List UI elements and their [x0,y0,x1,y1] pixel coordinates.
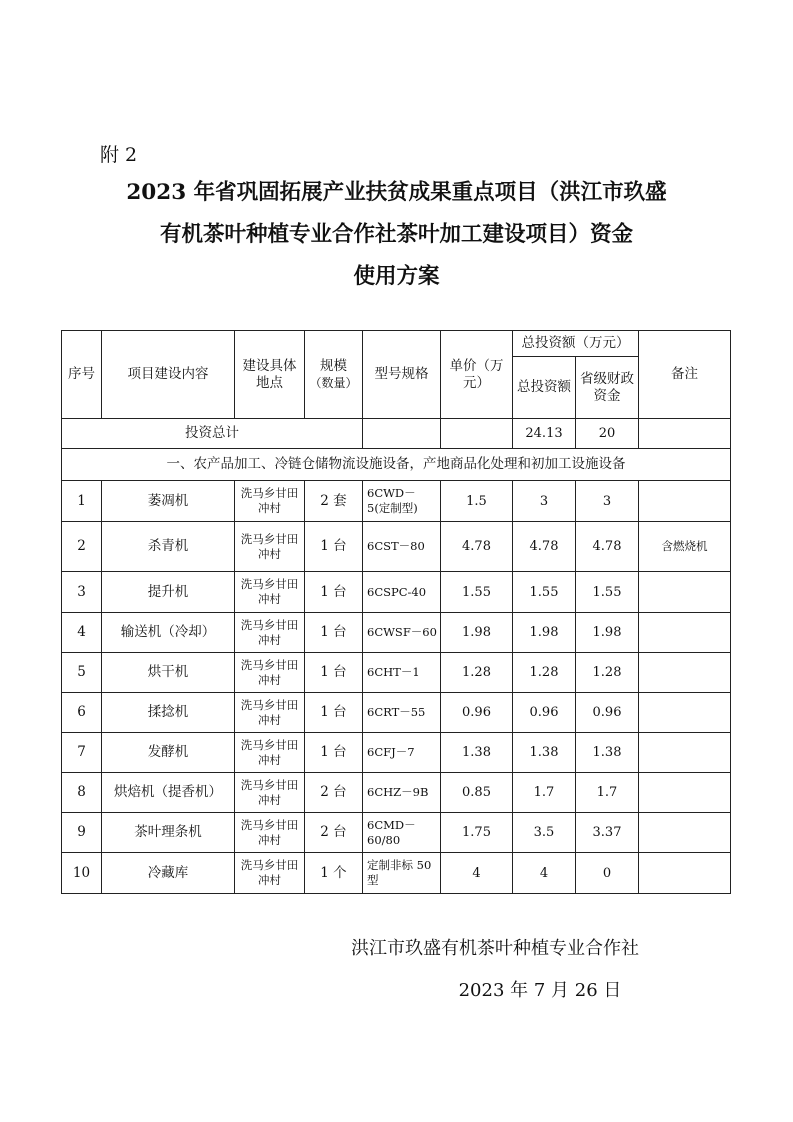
row-scale: 1 台 [305,733,363,773]
row-provincial: 3.37 [576,813,639,853]
header-model: 型号规格 [363,331,441,419]
signature-block [300,928,690,1012]
signature-date: 2023 年 7 月 26 日 [458,980,622,1001]
row-location: 洗马乡甘田冲村 [235,481,305,522]
row-provincial: 1.38 [576,733,639,773]
row-price: 4.78 [441,522,513,572]
signature-organization: 洪江市玖盛有机茶叶种植专业合作社 [351,938,639,959]
row-price: 0.85 [441,773,513,813]
row-remark [639,481,731,522]
row-scale: 2 套 [305,481,363,522]
table-row [62,853,731,894]
row-model: 6CMD－60/80 [363,813,441,853]
table-row [62,481,731,522]
row-total: 3.5 [513,813,576,853]
header-row-1 [62,331,731,357]
row-model: 6CFJ－7 [363,733,441,773]
row-model: 6CWD－5(定制型) [363,481,441,522]
row-remark [639,733,731,773]
header-seq: 序号 [62,331,102,419]
attachment-label: 附 2 [100,144,138,166]
summary-total: 24.13 [513,419,576,449]
row-seq: 4 [62,613,102,653]
row-model: 6CHT－1 [363,653,441,693]
row-remark [639,693,731,733]
header-location: 建设具体地点 [235,331,305,419]
row-scale: 1 台 [305,613,363,653]
row-seq: 7 [62,733,102,773]
row-seq: 8 [62,773,102,813]
row-provincial: 4.78 [576,522,639,572]
header-scale-label: 规模 [320,357,347,374]
row-provincial: 3 [576,481,639,522]
row-remark: 含燃烧机 [639,522,731,572]
row-scale: 1 台 [305,572,363,613]
section-row [62,449,731,481]
section-title: 一、农产品加工、冷链仓储物流设施设备，产地商品化处理和初加工设施设备 [62,449,731,481]
header-scale [305,331,363,419]
row-seq: 9 [62,813,102,853]
header-remark: 备注 [639,331,731,419]
row-location: 洗马乡甘田冲村 [235,733,305,773]
title-line-1: 2023 年省巩固拓展产业扶贫成果重点项目（洪江市玖盛 [126,180,667,205]
table-row [62,693,731,733]
summary-label: 投资总计 [62,419,363,449]
row-seq: 3 [62,572,102,613]
row-model: 定制非标 50 型 [363,853,441,894]
row-content: 茶叶理条机 [102,813,235,853]
row-content: 冷藏库 [102,853,235,894]
summary-price-empty [441,419,513,449]
row-seq: 6 [62,693,102,733]
row-remark [639,853,731,894]
row-remark [639,813,731,853]
row-total: 1.55 [513,572,576,613]
row-content: 萎凋机 [102,481,235,522]
row-provincial: 0 [576,853,639,894]
header-provincial: 省级财政资金 [576,357,639,419]
row-price: 1.98 [441,613,513,653]
row-total: 1.7 [513,773,576,813]
row-content: 烘焙机（提香机） [102,773,235,813]
row-scale: 2 台 [305,813,363,853]
row-model: 6CWSF－60 [363,613,441,653]
row-provincial: 1.28 [576,653,639,693]
row-model: 6CHZ－9B [363,773,441,813]
document-title [40,172,753,298]
row-model: 6CRT－55 [363,693,441,733]
table-row [62,653,731,693]
row-scale: 1 台 [305,693,363,733]
row-location: 洗马乡甘田冲村 [235,773,305,813]
row-location: 洗马乡甘田冲村 [235,693,305,733]
row-content: 发酵机 [102,733,235,773]
row-seq: 2 [62,522,102,572]
row-total: 3 [513,481,576,522]
summary-model-empty [363,419,441,449]
row-total: 4.78 [513,522,576,572]
row-provincial: 1.55 [576,572,639,613]
summary-provincial: 20 [576,419,639,449]
row-location: 洗马乡甘田冲村 [235,853,305,894]
row-total: 0.96 [513,693,576,733]
row-price: 0.96 [441,693,513,733]
summary-row [62,419,731,449]
header-total-group: 总投资额（万元） [513,331,639,357]
row-price: 1.55 [441,572,513,613]
row-scale: 1 个 [305,853,363,894]
row-remark [639,613,731,653]
row-content: 烘干机 [102,653,235,693]
table-row [62,613,731,653]
row-seq: 10 [62,853,102,894]
row-price: 4 [441,853,513,894]
row-model: 6CST－80 [363,522,441,572]
header-content: 项目建设内容 [102,331,235,419]
header-total-invest: 总投资额 [513,357,576,419]
row-model: 6CSPC-40 [363,572,441,613]
title-line-3: 使用方案 [353,264,440,289]
row-total: 4 [513,853,576,894]
header-scale-unit: （数量） [309,375,358,390]
row-remark [639,653,731,693]
row-location: 洗马乡甘田冲村 [235,613,305,653]
row-provincial: 1.7 [576,773,639,813]
row-remark [639,773,731,813]
row-location: 洗马乡甘田冲村 [235,813,305,853]
row-total: 1.38 [513,733,576,773]
row-location: 洗马乡甘田冲村 [235,653,305,693]
table-row [62,813,731,853]
row-seq: 1 [62,481,102,522]
row-price: 1.28 [441,653,513,693]
row-content: 输送机（冷却） [102,613,235,653]
title-line-2: 有机茶叶种植专业合作社茶叶加工建设项目）资金 [159,222,633,247]
row-provincial: 1.98 [576,613,639,653]
row-seq: 5 [62,653,102,693]
row-location: 洗马乡甘田冲村 [235,522,305,572]
fund-usage-table [61,330,731,894]
header-unit-price: 单价（万元） [441,331,513,419]
row-content: 揉捻机 [102,693,235,733]
row-total: 1.28 [513,653,576,693]
summary-remark-empty [639,419,731,449]
table-row [62,572,731,613]
row-content: 杀青机 [102,522,235,572]
row-remark [639,572,731,613]
row-total: 1.98 [513,613,576,653]
row-location: 洗马乡甘田冲村 [235,572,305,613]
table-row [62,773,731,813]
row-price: 1.75 [441,813,513,853]
row-price: 1.38 [441,733,513,773]
row-scale: 2 台 [305,773,363,813]
table-row [62,522,731,572]
table-row [62,733,731,773]
row-provincial: 0.96 [576,693,639,733]
row-content: 提升机 [102,572,235,613]
row-scale: 1 台 [305,522,363,572]
row-scale: 1 台 [305,653,363,693]
row-price: 1.5 [441,481,513,522]
